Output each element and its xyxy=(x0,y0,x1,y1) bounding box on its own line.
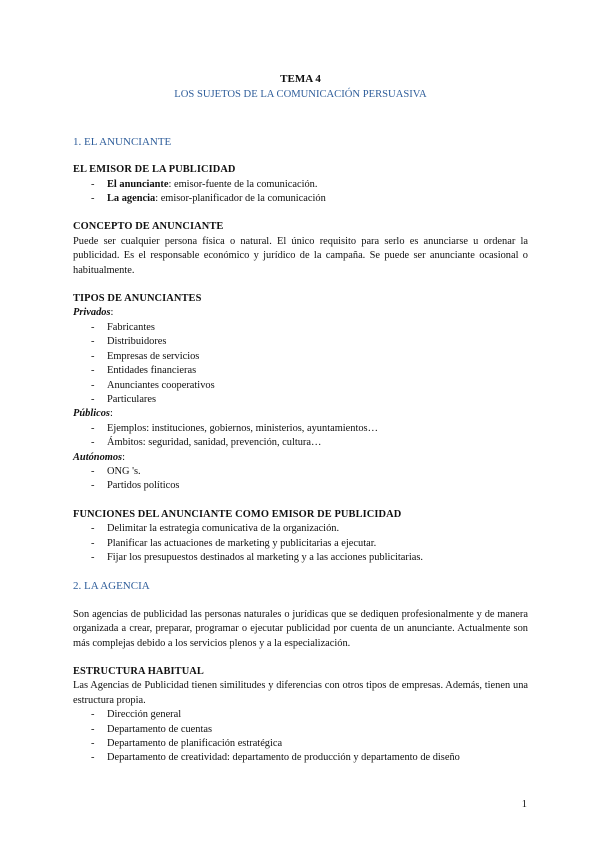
list-item: - Departamento de cuentas xyxy=(91,723,213,735)
estructura-heading: ESTRUCTURA HABITUAL xyxy=(73,666,204,677)
privados-list xyxy=(73,321,528,407)
list-item: - Fabricantes xyxy=(91,321,155,333)
estructura-list xyxy=(73,708,528,766)
emisor-heading: EL EMISOR DE LA PUBLICIDAD xyxy=(73,164,236,176)
tema-title: TEMA 4 xyxy=(280,73,321,85)
estructura-paragraph: Las Agencias de Publicidad tienen similitudes y diferencias con otros tipos de empresas. Además, tienen una estructura propia. xyxy=(73,680,528,706)
list-item: - Distribuidores xyxy=(91,336,167,348)
concepto-paragraph: Puede ser cualquier persona física o natural. El único requisito para serlo es anunciarse u ordenar la publicidad. Es el responsable económico y jurídico de la campaña. Se puede ser anunciante ocasional o habitualmente. xyxy=(73,235,528,276)
emisor-list xyxy=(73,178,528,207)
list-item: - Particulares xyxy=(91,393,157,405)
list-item: - Departamento de planificación estratégica xyxy=(91,738,283,750)
funciones-heading: FUNCIONES DEL ANUNCIANTE COMO EMISOR DE PUBLICIDAD xyxy=(73,508,402,520)
publicos-list xyxy=(73,422,528,451)
list-item: - El anunciante: emisor-fuente de la comunicación. xyxy=(91,178,318,190)
list-item: - Partidos políticos xyxy=(91,480,180,492)
publicos-label: Públicos: xyxy=(73,408,113,420)
section-2-title: 2. LA AGENCIA xyxy=(73,580,150,593)
list-item: - Ámbitos: seguridad, sanidad, prevención, cultura… xyxy=(91,437,322,449)
list-item: - Entidades financieras xyxy=(91,365,197,377)
list-item: - Departamento de creatividad: departamento de producción y departamento de diseño xyxy=(91,752,460,764)
privados-label: Privados: xyxy=(73,307,114,319)
section-1-title: 1. EL ANUNCIANTE xyxy=(73,135,172,148)
funciones-list xyxy=(73,522,528,565)
document-subtitle: LOS SUJETOS DE LA COMUNICACIÓN PERSUASIVA xyxy=(174,89,427,101)
concepto-heading: CONCEPTO DE ANUNCIANTE xyxy=(73,221,224,233)
list-item: - Ejemplos: instituciones, gobiernos, ministerios, ayuntamientos… xyxy=(91,422,378,434)
list-item: - Anunciantes cooperativos xyxy=(91,379,215,391)
autonomos-label: Autónomos: xyxy=(73,451,125,463)
autonomos-list xyxy=(73,465,528,494)
page-number: 1 xyxy=(521,799,527,810)
list-item: - Dirección general xyxy=(91,709,182,721)
list-item: - ONG 's. xyxy=(91,465,141,477)
list-item: - La agencia: emisor-planificador de la comunicación xyxy=(91,193,326,205)
document-page xyxy=(73,72,528,766)
list-item: - Delimitar la estrategia comunicativa de la organización. xyxy=(91,523,340,535)
list-item: - Empresas de servicios xyxy=(91,350,200,362)
list-item: - Planificar las actuaciones de marketing y publicitarias a ejecutar. xyxy=(91,537,377,549)
agencia-intro-paragraph: Son agencias de publicidad las personas naturales o jurídicas que se dediquen profesionalmente y de manera organizada a crear, preparar, programar o ejecutar publicidad por cuenta de un anunciante. Actualmente son más complejas debido a los servicios plenos y a la especialización. xyxy=(73,608,528,649)
list-item: - Fijar los presupuestos destinados al marketing y a las acciones publicitarias. xyxy=(91,551,423,563)
tipos-heading: TIPOS DE ANUNCIANTES xyxy=(73,293,202,305)
